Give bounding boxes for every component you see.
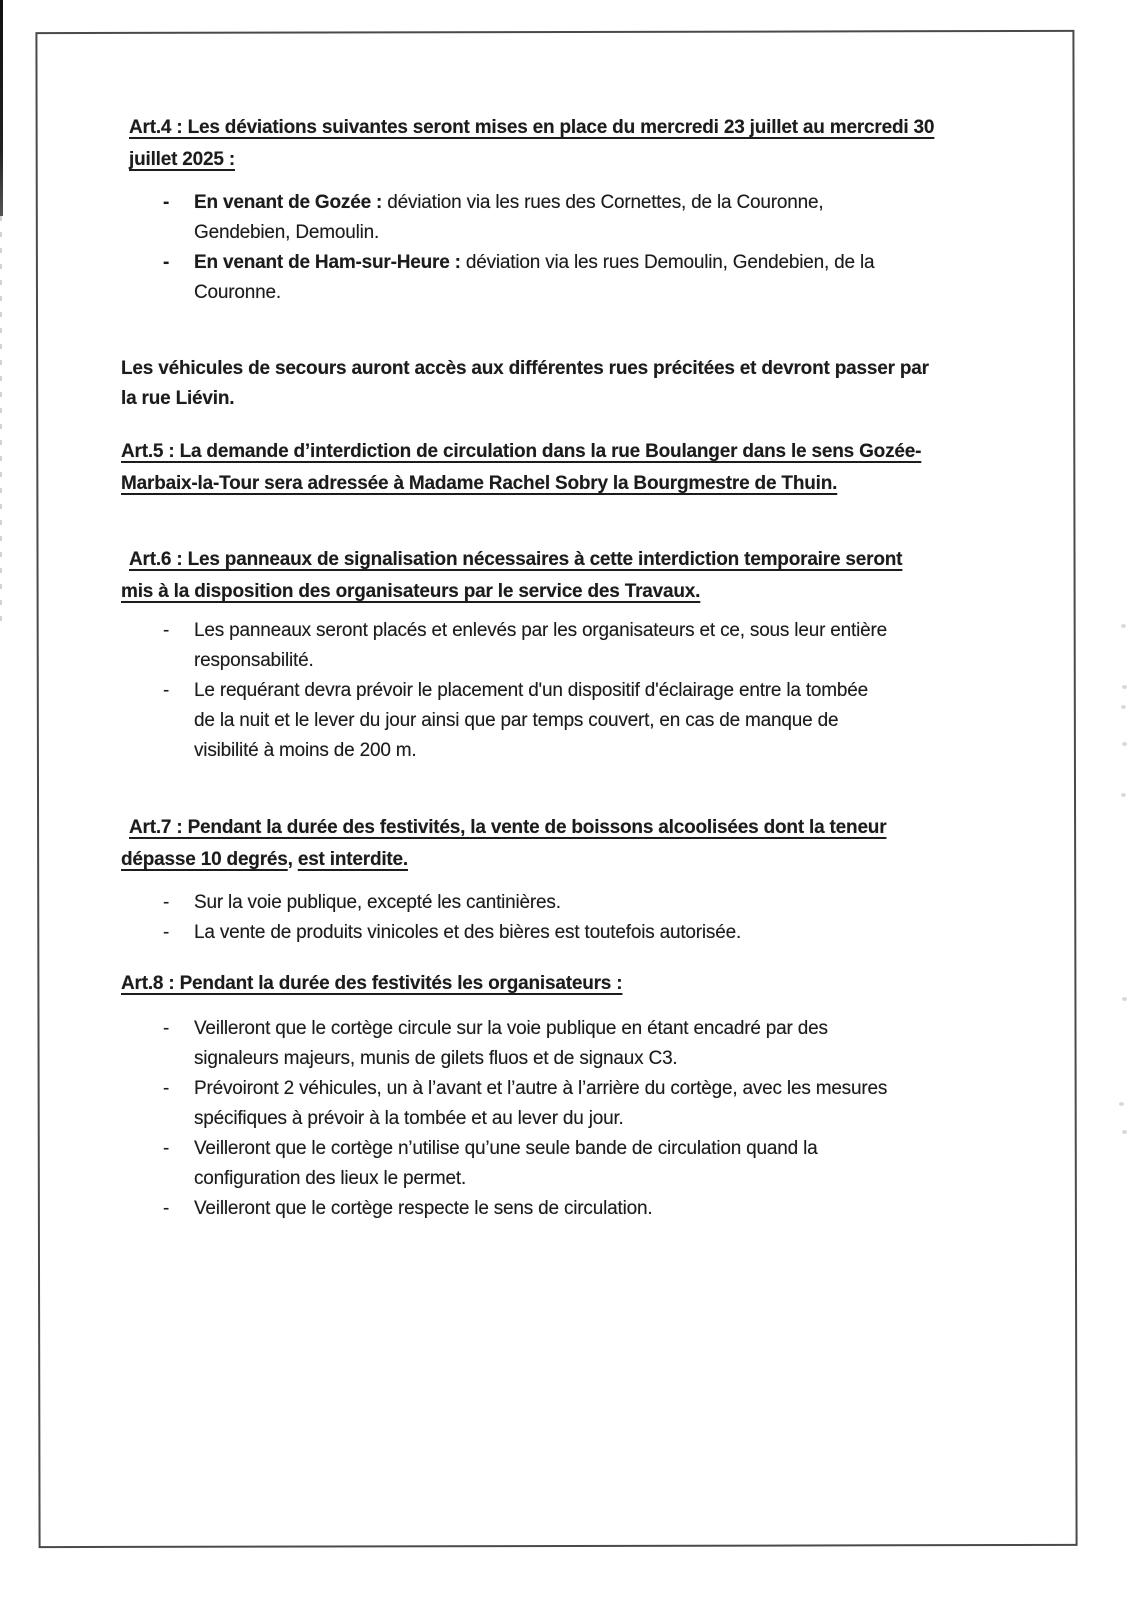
scan-speck bbox=[1122, 1130, 1127, 1134]
text-line: Sur la voie publique, excepté les cantinières. bbox=[194, 892, 561, 913]
text-line: visibilité à moins de 200 m. bbox=[194, 740, 417, 761]
bullet-text bbox=[194, 918, 741, 948]
bullet-text bbox=[194, 1014, 828, 1074]
text-line: de la nuit et le lever du jour ainsi que par temps couvert, en cas de manque de bbox=[194, 710, 839, 731]
scan-edge-artifact-faint bbox=[0, 216, 2, 626]
article-8-list bbox=[121, 1014, 1021, 1224]
bullet-rest: déviation via les rues Demoulin, Gendebien, de la bbox=[465, 252, 875, 273]
bullet-dash: - bbox=[163, 892, 170, 913]
text-line: Veilleront que le cortège n’utilise qu’une seule bande de circulation quand la bbox=[194, 1138, 818, 1159]
text-line: Prévoiront 2 véhicules, un à l’avant et l’autre à l’arrière du cortège, avec les mesures bbox=[194, 1078, 888, 1099]
bullet-dash: - bbox=[163, 1138, 170, 1159]
list-item-voie-publique bbox=[121, 888, 1021, 918]
text-line bbox=[194, 188, 823, 218]
article-4-deviation-list bbox=[121, 188, 1021, 308]
heading-line: juillet 2025 : bbox=[129, 149, 235, 170]
bullet-text bbox=[194, 888, 561, 918]
bullet-text bbox=[194, 248, 874, 308]
text-line: responsabilité. bbox=[194, 650, 314, 671]
list-item-bande-circulation bbox=[121, 1134, 1021, 1194]
text-line: la rue Liévin. bbox=[121, 388, 235, 409]
heading-underlined-part: est interdite. bbox=[297, 849, 408, 870]
bullet-lead: En venant de Ham-sur-Heure : bbox=[194, 252, 466, 273]
bullet-dash: - bbox=[163, 620, 170, 641]
heading-line: Art.7 : Pendant la durée des festivités, la vente de boissons alcoolisées dont la teneur bbox=[129, 817, 887, 838]
text-line: Le requérant devra prévoir le placement d'un dispositif d'éclairage entre la tombée bbox=[194, 680, 869, 701]
text-line: signaleurs majeurs, munis de gilets fluos et de signaux C3. bbox=[194, 1048, 678, 1069]
text-line: Veilleront que le cortège respecte le sens de circulation. bbox=[194, 1198, 653, 1219]
heading-plain-part: , bbox=[287, 849, 298, 870]
article-8-heading bbox=[121, 968, 1021, 1000]
text-line: configuration des lieux le permet. bbox=[194, 1168, 467, 1189]
heading-line: mis à la disposition des organisateurs par le service des Travaux. bbox=[121, 581, 701, 602]
scan-speck bbox=[1122, 997, 1127, 1001]
bullet-dash: - bbox=[163, 1198, 170, 1219]
emergency-vehicles-paragraph bbox=[121, 354, 1021, 414]
text-line: Les panneaux seront placés et enlevés par les organisateurs et ce, sous leur entière bbox=[194, 620, 887, 641]
bullet-text bbox=[194, 188, 823, 248]
text-line: Gendebien, Demoulin. bbox=[194, 222, 380, 243]
bullet-dash: - bbox=[163, 192, 170, 213]
bullet-text bbox=[194, 1074, 887, 1134]
text-line: spécifiques à prévoir à la tombée et au lever du jour. bbox=[194, 1108, 624, 1129]
text-line: Les véhicules de secours auront accès aux différentes rues précitées et devront passer par bbox=[121, 358, 929, 379]
bullet-lead: En venant de Gozée : bbox=[194, 192, 388, 213]
bullet-text bbox=[194, 616, 887, 676]
document-content bbox=[121, 0, 1021, 1224]
heading-line: Art.8 : Pendant la durée des festivités les organisateurs : bbox=[121, 973, 623, 994]
article-4-heading bbox=[121, 112, 1021, 176]
scan-edge-artifact bbox=[0, 0, 3, 216]
article-7-heading bbox=[121, 812, 1021, 876]
bullet-dash: - bbox=[163, 680, 170, 701]
heading-line bbox=[121, 844, 1021, 876]
bullet-dash: - bbox=[163, 252, 170, 273]
list-item-panneaux bbox=[121, 616, 1021, 676]
bullet-rest: déviation via les rues des Cornettes, de la Couronne, bbox=[387, 192, 824, 213]
text-line: Veilleront que le cortège circule sur la voie publique en étant encadré par des bbox=[194, 1018, 828, 1039]
list-item-ham-sur-heure bbox=[121, 248, 1021, 308]
article-7-list bbox=[121, 888, 1021, 948]
text-line: La vente de produits vinicoles et des bières est toutefois autorisée. bbox=[194, 922, 742, 943]
scan-speck bbox=[1119, 1102, 1124, 1106]
list-item-gozee bbox=[121, 188, 1021, 248]
heading-line: Marbaix-la-Tour sera adressée à Madame Rachel Sobry la Bourgmestre de Thuin. bbox=[121, 473, 838, 494]
article-5-heading bbox=[121, 436, 1021, 500]
scan-speck bbox=[1121, 705, 1126, 709]
bullet-dash: - bbox=[163, 922, 170, 943]
heading-line: Art.6 : Les panneaux de signalisation nécessaires à cette interdiction temporaire seront bbox=[129, 549, 903, 570]
list-item-signaleurs bbox=[121, 1014, 1021, 1074]
list-item-vehicules bbox=[121, 1074, 1021, 1134]
heading-line: Art.5 : La demande d’interdiction de circulation dans la rue Boulanger dans le sens Gozée- bbox=[121, 441, 922, 462]
text-line bbox=[194, 248, 874, 278]
article-6-heading bbox=[121, 544, 1021, 608]
scan-speck bbox=[1122, 742, 1127, 746]
bullet-text bbox=[194, 676, 868, 766]
bullet-dash: - bbox=[163, 1078, 170, 1099]
list-item-eclairage bbox=[121, 676, 1021, 766]
bullet-dash: - bbox=[163, 1018, 170, 1039]
list-item-sens-circulation bbox=[121, 1194, 1021, 1224]
bullet-text bbox=[194, 1194, 652, 1224]
scan-speck bbox=[1121, 793, 1126, 797]
bullet-text bbox=[194, 1134, 817, 1194]
scan-speck bbox=[1121, 624, 1126, 628]
heading-line: Art.4 : Les déviations suivantes seront mises en place du mercredi 23 juillet au mercredi 30 bbox=[129, 117, 935, 138]
article-6-list bbox=[121, 616, 1021, 766]
text-line: Couronne. bbox=[194, 282, 281, 303]
heading-underlined-part: dépasse 10 degrés bbox=[121, 849, 288, 870]
scan-speck bbox=[1122, 685, 1127, 689]
list-item-vente-autorisee bbox=[121, 918, 1021, 948]
